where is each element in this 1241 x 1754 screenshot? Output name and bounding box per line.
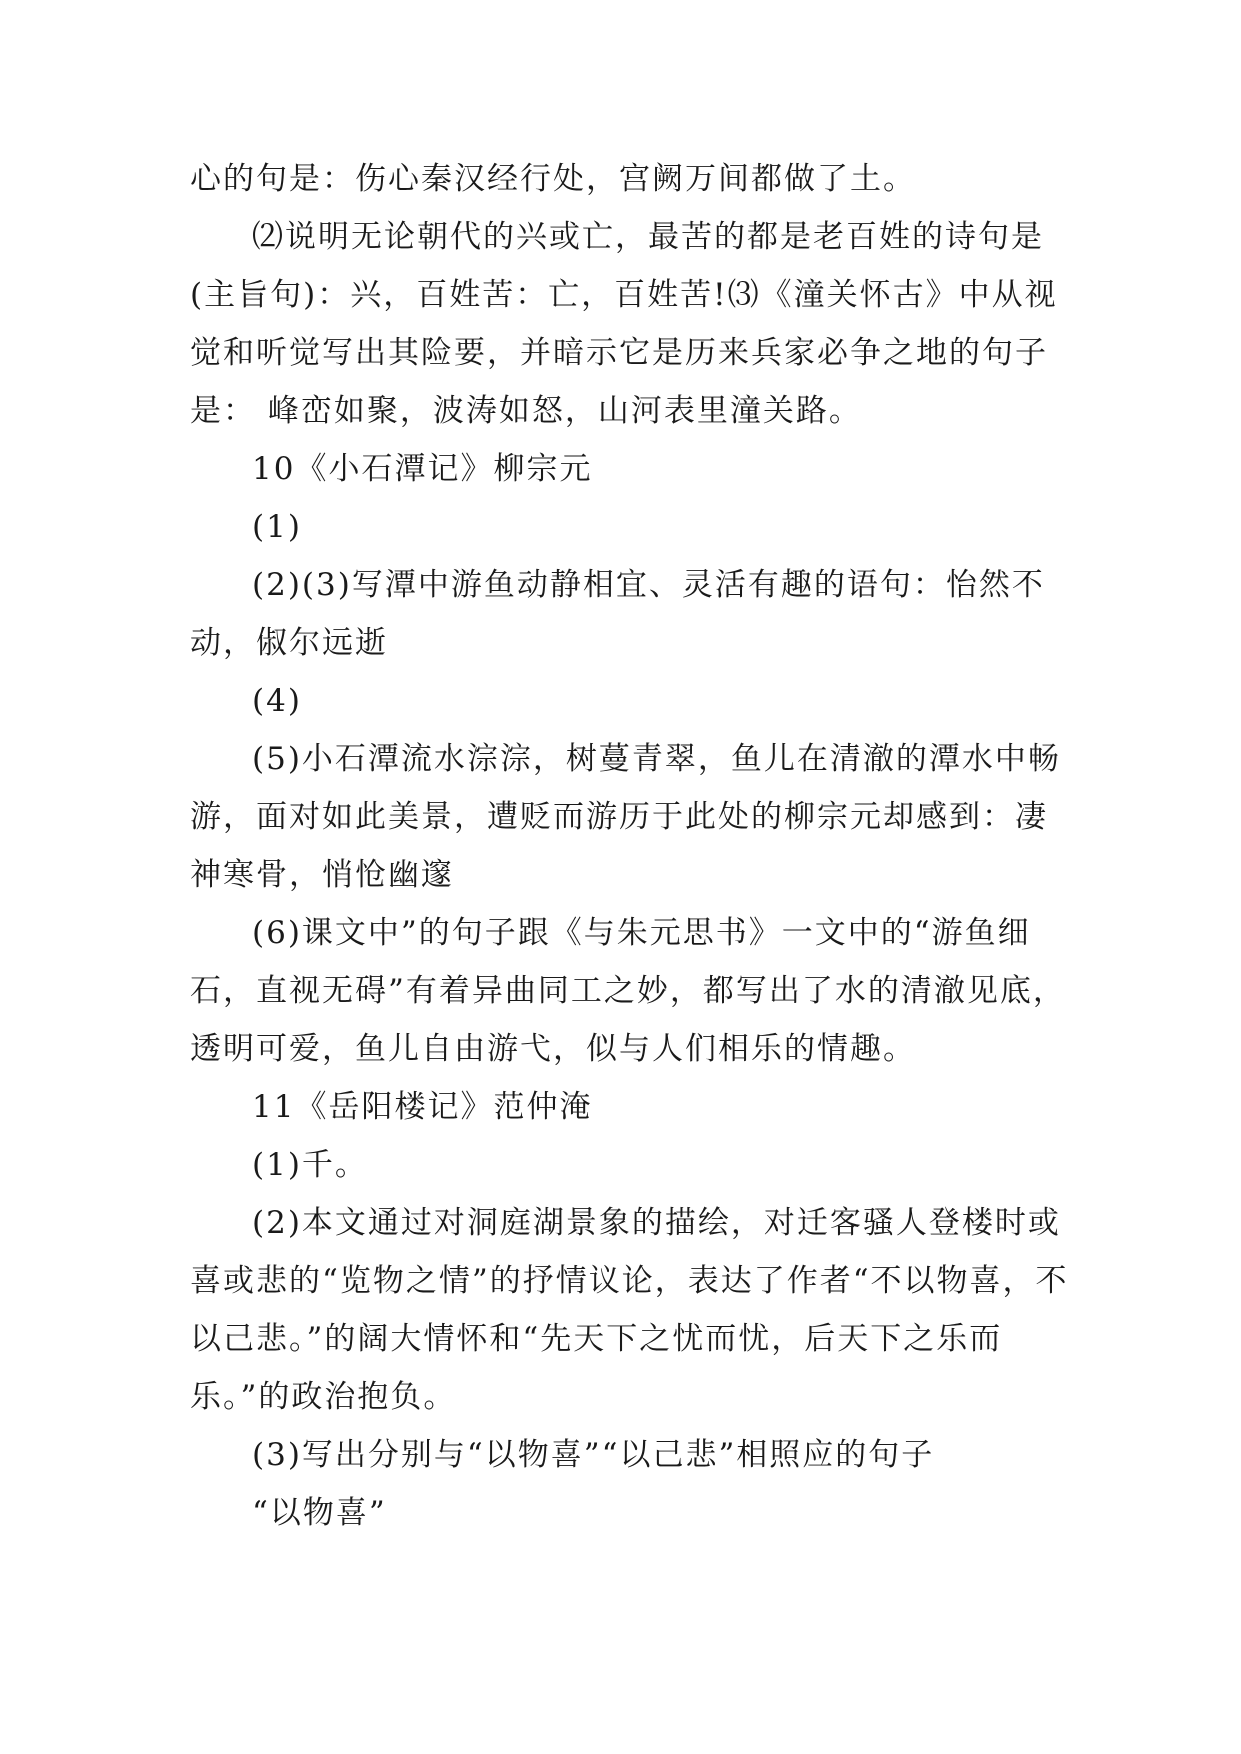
paragraph: (1)千。 — [252, 1147, 368, 1183]
paragraph: (4) — [252, 683, 302, 719]
paragraph: (2)本文通过对洞庭湖景象的描绘，对迁客骚人登楼时或喜或悲的“览物之情”的抒情议论，表达了作者“不以物喜，不以己悲。”的阔大情怀和“先天下之忧而忧，后天下之乐而乐。”的政治抱负。 — [190, 1205, 1069, 1415]
document-body — [190, 150, 1070, 1542]
paragraph: (5)小石潭流水淙淙，树蔓青翠，鱼儿在清澈的潭水中畅游，面对如此美景，遭贬而游历于此处的柳宗元却感到：凄神寒骨，悄怆幽邃 — [190, 741, 1061, 893]
paragraph: (1) — [252, 509, 302, 545]
paragraph: “以物喜” — [252, 1495, 387, 1531]
paragraph: (2)(3)写潭中游鱼动静相宜、灵活有趣的语句：怡然不动，俶尔远逝 — [190, 567, 1045, 661]
paragraph: ⑵说明无论朝代的兴或亡，最苦的都是老百姓的诗句是(主旨句)：兴，百姓苦：亡，百姓苦!⑶《潼关怀古》中从视觉和听觉写出其险要，并暗示它是历来兵家必争之地的句子是： 峰峦如聚，波涛如怒，山河表里潼关路。 — [190, 219, 1058, 429]
section-heading: 11《岳阳楼记》范仲淹 — [252, 1089, 593, 1125]
paragraph: (6)课文中”的句子跟《与朱元思书》一文中的“游鱼细石，直视无碍”有着异曲同工之妙，都写出了水的清澈见底，透明可爱，鱼儿自由游弋，似与人们相乐的情趣。 — [190, 915, 1066, 1067]
paragraph: 心的句是：伤心秦汉经行处，宫阙万间都做了土。 — [190, 161, 916, 197]
section-heading: 10《小石潭记》柳宗元 — [252, 451, 593, 487]
paragraph: (3)写出分别与“以物喜”“以己悲”相照应的句子 — [252, 1437, 935, 1473]
